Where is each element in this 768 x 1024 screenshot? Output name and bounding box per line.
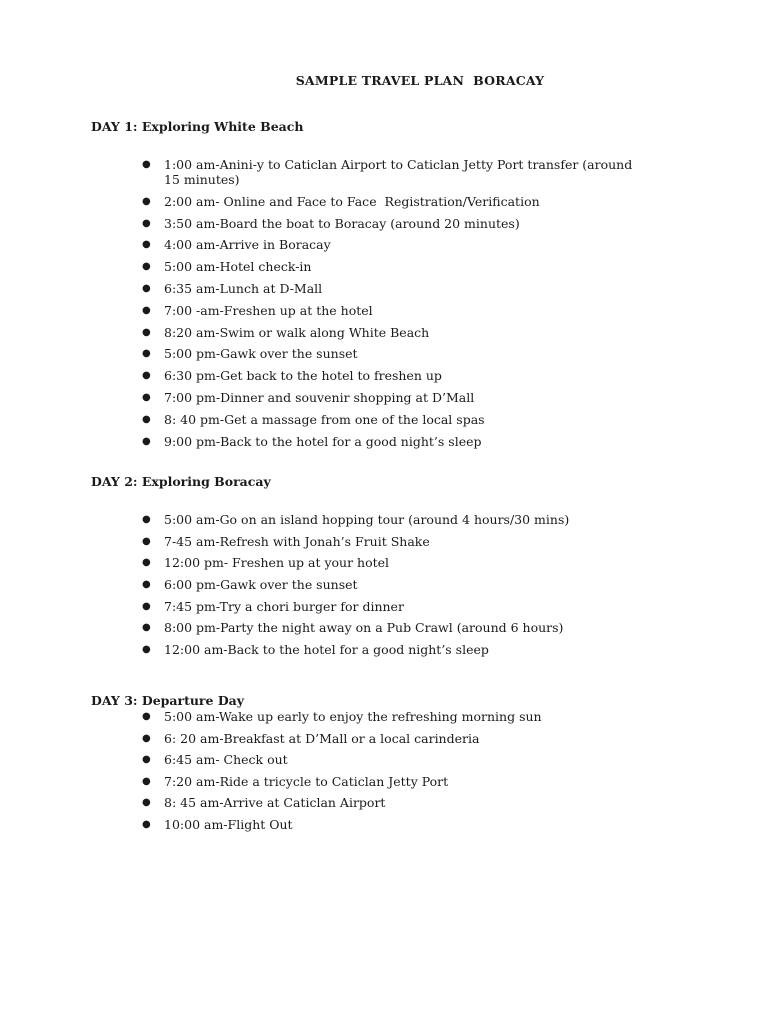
item-text: 7:20 am-Ride a tricycle to Caticlan Jetty Port <box>164 773 449 789</box>
bullet-icon: ● <box>142 514 151 525</box>
item-text: 1:00 am-Anini-y to Caticlan Airport to Caticlan Jetty Port transfer (around 15 minutes) <box>164 157 637 187</box>
item-text: 8:00 pm-Party the night away on a Pub Crawl (around 6 hours) <box>164 620 564 636</box>
item-text: 6:30 pm-Get back to the hotel to freshen up <box>164 368 442 384</box>
item-text: 8:20 am-Swim or walk along White Beach <box>164 324 430 340</box>
list-item <box>0 731 768 746</box>
item-text: 8: 45 am-Arrive at Caticlan Airport <box>164 795 386 811</box>
bullet-icon: ● <box>142 217 151 229</box>
day-2-itinerary-list <box>0 512 768 664</box>
bullet-icon: ● <box>142 797 151 809</box>
list-item <box>0 512 768 527</box>
list-item <box>0 752 768 767</box>
item-text: 12:00 am-Back to the hotel for a good night’s sleep <box>164 642 489 658</box>
list-item <box>0 216 768 231</box>
item-text: 5:00 pm-Gawk over the sunset <box>164 346 358 362</box>
bullet-icon: ● <box>142 304 151 316</box>
list-item <box>0 709 768 724</box>
item-text: 5:00 am-Wake up early to enjoy the refreshing morning sun <box>164 709 542 724</box>
item-text: 12:00 pm- Freshen up at your hotel <box>164 555 390 571</box>
item-text: 9:00 pm-Back to the hotel for a good night’s sleep <box>164 433 482 449</box>
item-text: 3:50 am-Board the boat to Boracay (around 20 minutes) <box>164 215 520 231</box>
list-item <box>0 620 768 635</box>
list-item <box>0 346 768 361</box>
bullet-icon: ● <box>142 818 151 830</box>
day-1-heading: DAY 1: Exploring White Beach <box>91 119 304 134</box>
bullet-icon: ● <box>142 261 151 273</box>
item-text: 6:35 am-Lunch at D-Mall <box>164 280 323 296</box>
item-text: 7:45 pm-Try a chori burger for dinner <box>164 598 404 614</box>
item-text: 5:00 am-Go on an island hopping tour (around 4 hours/30 mins) <box>164 512 570 527</box>
list-item <box>0 194 768 209</box>
item-text: 7-45 am-Refresh with Jonah’s Fruit Shake <box>164 533 430 549</box>
bullet-icon: ● <box>142 732 151 744</box>
item-text: 6: 20 am-Breakfast at D’Mall or a local carinderia <box>164 730 480 746</box>
bullet-icon: ● <box>142 435 151 447</box>
bullet-icon: ● <box>142 644 151 656</box>
bullet-icon: ● <box>142 326 151 338</box>
item-text: 5:00 am-Hotel check-in <box>164 259 312 275</box>
list-item <box>0 599 768 614</box>
day-3-heading: DAY 3: Departure Day <box>91 693 245 708</box>
item-text: 7:00 pm-Dinner and souvenir shopping at D’Mall <box>164 389 475 405</box>
list-item <box>0 555 768 570</box>
list-item <box>0 259 768 274</box>
item-text: 8: 40 pm-Get a massage from one of the local spas <box>164 411 485 427</box>
list-item <box>0 534 768 549</box>
list-item <box>0 434 768 449</box>
item-text: 7:00 -am-Freshen up at the hotel <box>164 302 373 318</box>
list-item <box>0 368 768 383</box>
list-item <box>0 795 768 810</box>
bullet-icon: ● <box>142 535 151 547</box>
bullet-icon: ● <box>142 579 151 591</box>
bullet-icon: ● <box>142 370 151 382</box>
bullet-icon: ● <box>142 159 151 170</box>
bullet-icon: ● <box>142 195 151 207</box>
bullet-icon: ● <box>142 557 151 569</box>
list-item <box>0 237 768 252</box>
item-text: 6:45 am- Check out <box>164 752 288 768</box>
list-item <box>0 157 768 187</box>
list-item <box>0 390 768 405</box>
list-item <box>0 303 768 318</box>
list-item <box>0 817 768 832</box>
day-1-itinerary-list <box>0 157 768 455</box>
bullet-icon: ● <box>142 622 151 634</box>
bullet-icon: ● <box>142 348 151 360</box>
list-item <box>0 281 768 296</box>
bullet-icon: ● <box>142 239 151 251</box>
day-2-heading: DAY 2: Exploring Boracay <box>91 474 271 489</box>
bullet-icon: ● <box>142 754 151 766</box>
list-item <box>0 642 768 657</box>
list-item <box>0 577 768 592</box>
item-text: 4:00 am-Arrive in Boracay <box>164 237 331 253</box>
item-text: 10:00 am-Flight Out <box>164 816 293 832</box>
bullet-icon: ● <box>142 711 151 722</box>
document-title: SAMPLE TRAVEL PLAN BORACAY <box>295 73 545 88</box>
item-text: 6:00 pm-Gawk over the sunset <box>164 577 358 593</box>
bullet-icon: ● <box>142 282 151 294</box>
day-3-itinerary-list <box>0 709 768 839</box>
list-item <box>0 774 768 789</box>
list-item <box>0 325 768 340</box>
bullet-icon: ● <box>142 600 151 612</box>
bullet-icon: ● <box>142 413 151 425</box>
bullet-icon: ● <box>142 775 151 787</box>
bullet-icon: ● <box>142 391 151 403</box>
item-text: 2:00 am- Online and Face to Face Registration/Verification <box>164 193 540 209</box>
list-item <box>0 412 768 427</box>
